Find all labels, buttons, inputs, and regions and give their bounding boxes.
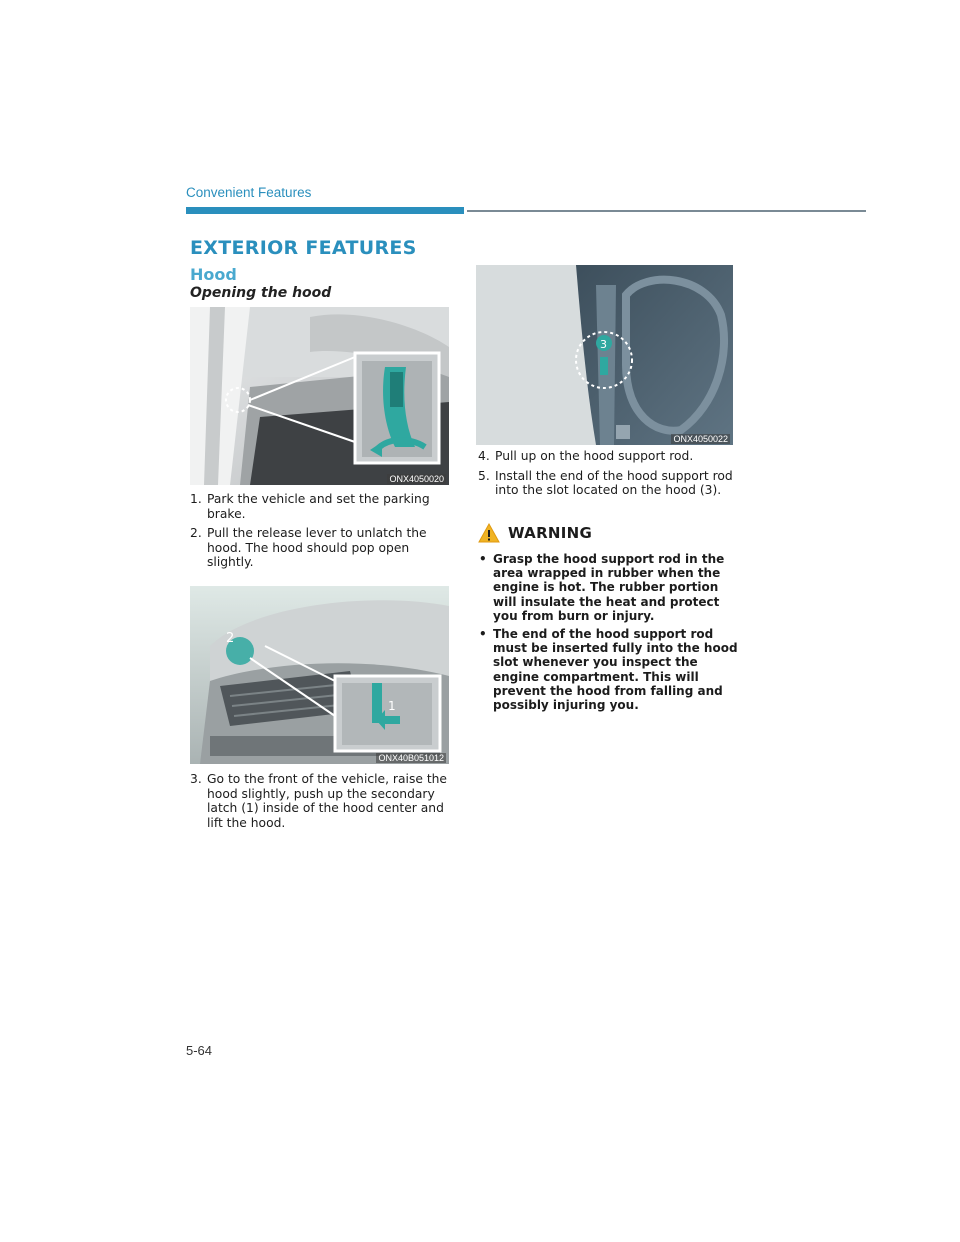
warning-list bbox=[478, 552, 740, 716]
figure-release-lever bbox=[190, 307, 449, 485]
callout-1: 1 bbox=[388, 699, 396, 713]
step-text: Pull up on the hood support rod. bbox=[495, 449, 694, 463]
header-rule-accent bbox=[186, 207, 464, 214]
list-item bbox=[190, 772, 456, 830]
step-text: Park the vehicle and set the parking brake. bbox=[207, 492, 430, 521]
steps-list bbox=[190, 772, 456, 835]
warning-text: Grasp the hood support rod in the area wrapped in rubber when the engine is hot. The rubber portion will insulate the heat and protect you from burn or injury. bbox=[493, 552, 725, 623]
steps-list bbox=[190, 492, 452, 575]
step-number: 4. bbox=[478, 449, 490, 463]
figure-hood-slot bbox=[476, 265, 733, 445]
steps-list bbox=[478, 449, 742, 503]
list-item bbox=[478, 552, 740, 623]
callout-3: 3 bbox=[600, 338, 607, 351]
step-text: Pull the release lever to unlatch the hood. The hood should pop open slightly. bbox=[207, 526, 427, 569]
page-title: EXTERIOR FEATURES bbox=[190, 237, 417, 259]
step-number: 2. bbox=[190, 526, 202, 540]
warning-triangle-icon bbox=[478, 523, 500, 543]
subsection-title: Opening the hood bbox=[190, 285, 332, 301]
bullet-icon: • bbox=[479, 552, 487, 566]
step-number: 3. bbox=[190, 772, 202, 786]
list-item bbox=[478, 627, 740, 712]
step-number: 5. bbox=[478, 468, 490, 483]
list-item bbox=[478, 469, 742, 498]
list-item bbox=[190, 492, 452, 521]
figure-secondary-latch bbox=[190, 586, 449, 764]
figure-code: ONX40B051012 bbox=[378, 753, 444, 763]
section-label: Convenient Features bbox=[186, 185, 312, 200]
warning-header bbox=[478, 522, 592, 544]
header-rule bbox=[467, 210, 866, 212]
hood-slot-illustration bbox=[476, 265, 733, 445]
list-item bbox=[478, 449, 742, 464]
warning-text: The end of the hood support rod must be inserted fully into the hood slot whenever you inspect the engine compartment. This will prevent the hood from falling and possibly injuring you. bbox=[493, 627, 738, 713]
bullet-icon: • bbox=[479, 627, 487, 642]
list-item bbox=[190, 526, 452, 570]
step-text: Go to the front of the vehicle, raise the hood slightly, push up the secondary latch (1) inside of the hood center and lift the hood. bbox=[207, 772, 447, 830]
step-number: 1. bbox=[190, 492, 202, 506]
figure-code: ONX4050022 bbox=[673, 434, 728, 444]
page-number: 5-64 bbox=[186, 1043, 213, 1058]
warning-title: WARNING bbox=[508, 524, 593, 542]
callout-2: 2 bbox=[226, 631, 235, 646]
secondary-latch-illustration bbox=[190, 586, 449, 764]
step-text: Install the end of the hood support rod into the slot located on the hood (3). bbox=[495, 468, 733, 497]
section-title: Hood bbox=[190, 265, 237, 284]
figure-code: ONX4050020 bbox=[389, 474, 444, 484]
release-lever-illustration bbox=[190, 307, 449, 485]
